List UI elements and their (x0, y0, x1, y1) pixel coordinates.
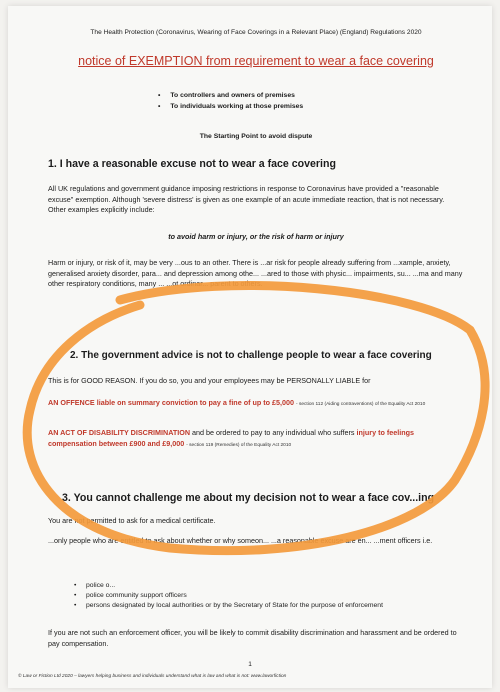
section-1-para: All UK regulations and government guidance imposing restrictions in response to Coronavirus have provided a "reasonable excuse" exemption. Although 'severe distress' is given as one example of an acute immediate reaction, that is not necessary. Other examples explicitly include: (48, 184, 445, 215)
section-2-para: This is for GOOD REASON. If you do so, you and your employees may be PERSONALLY LIABLE for (48, 376, 371, 385)
section-1-para-2: Harm or injury, or risk of it, may be very ...ous to an other. There is ...ar risk for people already suffering from ...xample, anxiety, generalised anxiety disorder, para... and depression among othe... ...ared to those with physic... impairments, su... ...ma and many other respiratory conditions, many ... ...ot ordinar... parent to others. (48, 258, 463, 289)
regulation-title: The Health Protection (Coronavirus, Wearing of Face Coverings in a Relevant Place) (England) Regulations 2020 (90, 29, 422, 36)
list-item: • police o... (74, 581, 404, 591)
list-item: • police community support officers (74, 591, 404, 601)
offence-red-text: AN OFFENCE liable on summary conviction to pay a fine of up to £5,000 (48, 398, 295, 407)
offence-reference: - section 112 (Aiding contraventions) of the Equality Act 2010 (296, 402, 426, 407)
enforcement-officer-list (74, 581, 404, 612)
discrimination-text (48, 428, 464, 451)
section-3-para-3: If you are not such an enforcement officer, you will be likely to commit disability discrimination and harassment and be ordered to pay compensation. (48, 628, 457, 648)
discrimination-text-mid: and be ordered to pay to any individual who suffers (192, 428, 355, 437)
document-page (8, 6, 492, 688)
compensation-red-text: injury to feelings compensation between £900 and £9,000 (48, 428, 415, 448)
section-1-emphasis: to avoid harm or injury, or the risk of harm or injury (168, 232, 344, 241)
section-3-para-2: ...only people who are entitled to ask about whether or why someon... ...a reasonable excuse are en... ...ment officers i.e. (48, 536, 433, 545)
section-3-para: You are not permitted to ask for a medical certificate. (48, 516, 216, 525)
audience-list (158, 92, 303, 114)
discrimination-red-text: AN ACT OF DISABILITY DISCRIMINATION (48, 428, 191, 437)
list-item: • persons designated by local authorities or by the Secretary of State for the purpose of enforcement (74, 601, 404, 611)
notice-title: notice of EXEMPTION from requirement to wear a face covering (78, 54, 434, 68)
section-3-heading: 3. You cannot challenge me about my decision not to wear a face cov...ing (62, 492, 435, 504)
discrimination-reference: - section 119 (Remedies) of the Equality Act 2010 (186, 442, 292, 448)
starting-point: The Starting Point to avoid dispute (199, 133, 313, 140)
page-number: 1 (248, 661, 252, 668)
audience-item: • To individuals working at those premises (158, 103, 303, 110)
offence-text (48, 398, 464, 411)
audience-item: • To controllers and owners of premises (158, 92, 303, 99)
section-1-heading: 1. I have a reasonable excuse not to wear a face covering (48, 158, 336, 170)
footer: © Law or Fiction Ltd 2020 – lawyers helping business and individuals understand what is law and what is not: www.laworfiction (18, 674, 287, 679)
section-2-heading: 2. The government advice is not to challenge people to wear a face covering (70, 350, 432, 361)
